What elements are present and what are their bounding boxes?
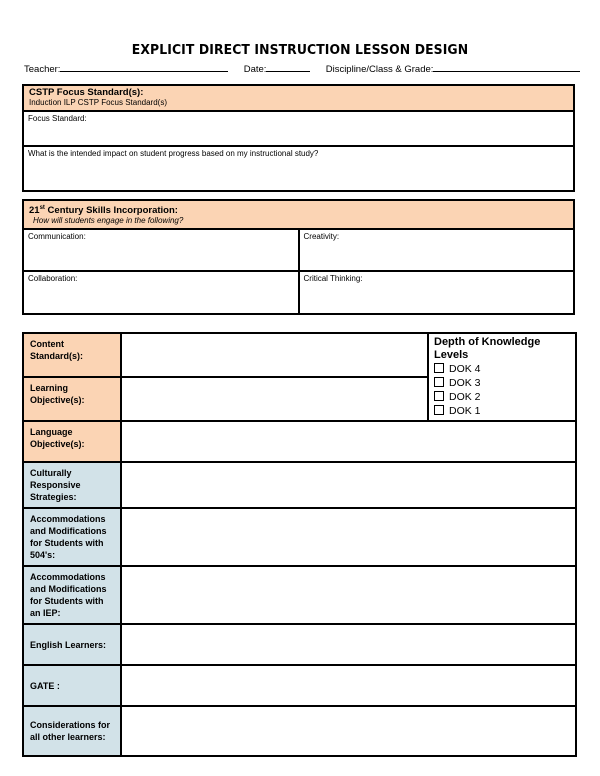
considerations-cell[interactable] [121, 706, 576, 756]
english-learners-cell[interactable] [121, 624, 576, 665]
impact-cell[interactable] [23, 146, 574, 191]
dok-cell [428, 333, 576, 421]
impact-label: What is the intended impact on student progress based on my instructional study? [28, 149, 319, 158]
checkbox-icon[interactable] [434, 363, 444, 373]
dok-4-option[interactable]: DOK 4 [434, 362, 570, 376]
accommodations-504-label: Accommodations and Modifications for Students with 504's: [23, 508, 121, 566]
discipline-label: Discipline/Class & Grade: [325, 64, 434, 75]
dok-3-option[interactable]: DOK 3 [434, 376, 570, 390]
language-objective-cell[interactable] [121, 421, 576, 462]
dok-2-option[interactable]: DOK 2 [434, 390, 570, 404]
critical-thinking-cell[interactable] [299, 271, 575, 314]
skills-table [22, 199, 575, 315]
discipline-field[interactable] [433, 61, 580, 72]
collaboration-label: Collaboration: [28, 274, 78, 284]
gate-label: GATE : [23, 665, 121, 706]
checkbox-icon[interactable] [434, 405, 444, 415]
communication-cell[interactable] [23, 229, 299, 271]
culturally-responsive-cell[interactable] [121, 462, 576, 508]
considerations-label: Considerations for all other learners: [23, 706, 121, 756]
creativity-label: Creativity: [303, 232, 340, 242]
teacher-field[interactable] [60, 61, 228, 72]
cstp-subtitle: Induction ILP CSTP Focus Standard(s) [29, 98, 167, 107]
culturally-responsive-label: Culturally Responsive Strategies: [23, 462, 121, 508]
accommodations-504-cell[interactable] [121, 508, 576, 566]
teacher-label: Teacher: [24, 64, 61, 75]
content-standard-cell[interactable] [121, 333, 428, 377]
lesson-table [22, 332, 577, 757]
skills-header [23, 200, 574, 229]
checkbox-icon[interactable] [434, 377, 444, 387]
english-learners-label: English Learners: [23, 624, 121, 665]
header-fields [24, 61, 580, 75]
learning-objective-label: Learning Objective(s): [23, 377, 121, 421]
dok-title: Depth of Knowledge Levels [434, 336, 541, 361]
creativity-cell[interactable] [299, 229, 575, 271]
content-standard-label: Content Standard(s): [23, 333, 121, 377]
critical-thinking-label: Critical Thinking: [303, 274, 363, 284]
communication-label: Communication: [28, 232, 86, 242]
learning-objective-cell[interactable] [121, 377, 428, 421]
date-label: Date: [243, 64, 267, 75]
focus-standard-label: Focus Standard: [28, 114, 87, 123]
accommodations-iep-cell[interactable] [121, 566, 576, 624]
focus-standard-cell[interactable] [23, 111, 574, 146]
page-title: EXPLICIT DIRECT INSTRUCTION LESSON DESIGN [131, 42, 469, 58]
skills-title: 21st Century Skills Incorporation: [29, 205, 178, 217]
checkbox-icon[interactable] [434, 391, 444, 401]
cstp-title: CSTP Focus Standard(s): [29, 87, 144, 98]
cstp-header [23, 85, 574, 111]
gate-cell[interactable] [121, 665, 576, 706]
accommodations-iep-label: Accommodations and Modifications for Students with an IEP: [23, 566, 121, 624]
language-objective-label: Language Objective(s): [23, 421, 121, 462]
dok-1-option[interactable]: DOK 1 [434, 404, 570, 418]
collaboration-cell[interactable] [23, 271, 299, 314]
cstp-table [22, 84, 575, 192]
date-field[interactable] [266, 61, 310, 72]
skills-subtitle: How will students engage in the following? [33, 216, 184, 226]
